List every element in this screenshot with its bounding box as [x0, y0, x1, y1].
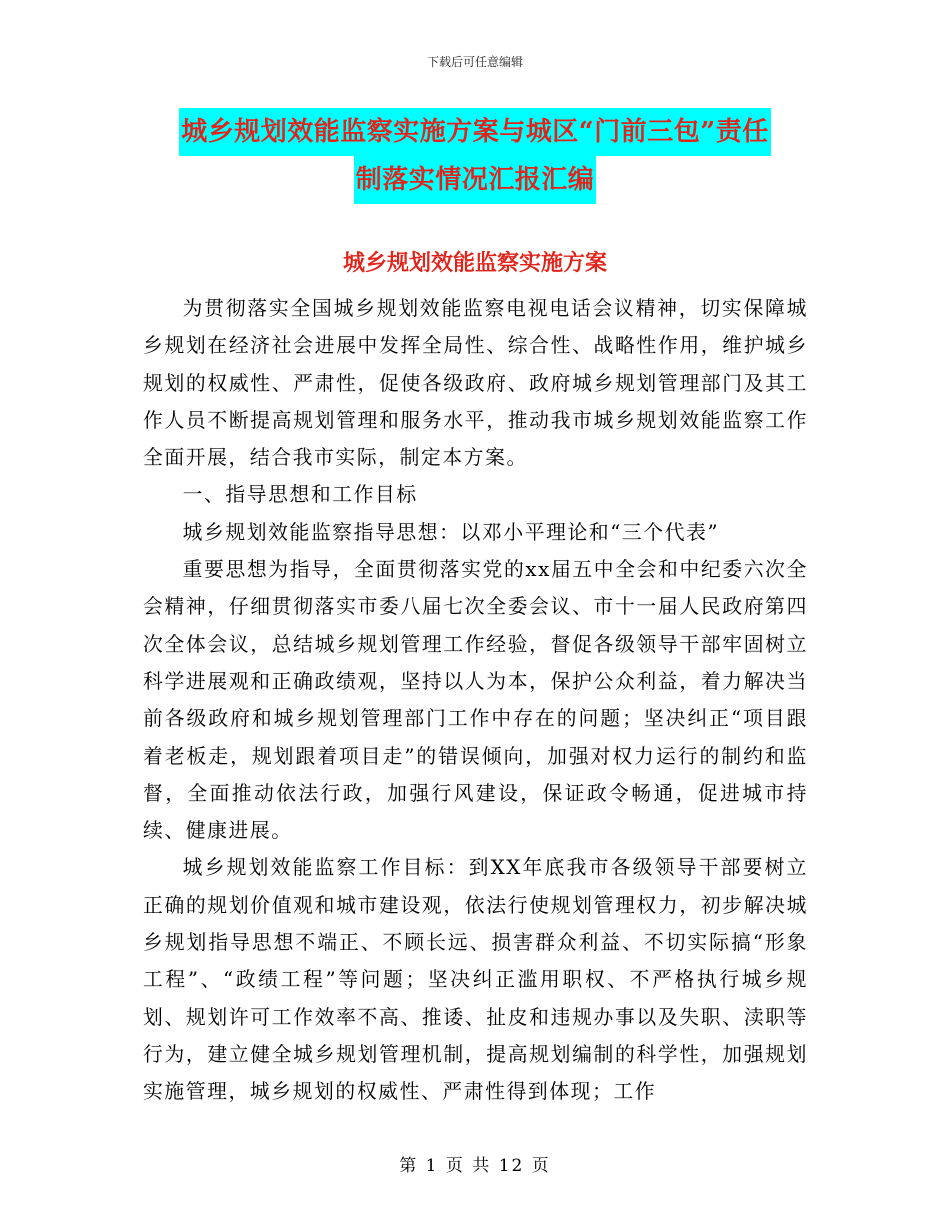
document-body	[143, 290, 808, 1111]
paragraph-intro: 为贯彻落实全国城乡规划效能监察电视电话会议精神，切实保障城乡规划在经济社会进展中发挥全局性、综合性、战略性作用，维护城乡规划的权威性、严肃性，促使各级政府、政府城乡规划管理部门及其工作人员不断提高规划管理和服务水平，推动我市城乡规划效能监察工作全面开展，结合我市实际，制定本方案。	[143, 297, 808, 470]
paragraph-important-thought: 重要思想为指导，全面贯彻落实党的xx届五中全会和中纪委六次全会精神，仔细贯彻落实市委八届七次全委会议、市十一届人民政府第四次全体会议，总结城乡规划管理工作经验，督促各级领导干部牢固树立科学进展观和正确政绩观，坚持以人为本，保护公众利益，着力解决当前各级政府和城乡规划管理部门工作中存在的问题；坚决纠正“项目跟着老板走，规划跟着项目走”的错误倾向，加强对权力运行的制约和监督，全面推动依法行政，加强行风建设，保证政令畅通，促进城市持续、健康进展。	[143, 558, 808, 843]
page-footer: 第 1 页 共 12 页	[399, 1156, 551, 1176]
header-note: 下载后可任意编辑	[426, 55, 523, 69]
section-title: 城乡规划效能监察实施方案	[342, 250, 607, 276]
heading-guiding-ideology: 一、指导思想和工作目标	[182, 483, 418, 507]
paragraph-guiding-ideology: 城乡规划效能监察指导思想：以邓小平理论和“三个代表”	[182, 520, 720, 544]
document-title-line-1: 城乡规划效能监察实施方案与城区“门前三包”责任	[179, 108, 770, 156]
paragraph-work-goals: 城乡规划效能监察工作目标：到XX年底我市各级领导干部要树立正确的规划价值观和城市建设观，依法行使规划管理权力，初步解决城乡规划指导思想不端正、不顾长远、损害群众利益、不切实际搞“形象工程”、“政绩工程”等问题；坚决纠正滥用职权、不严格执行城乡规划、规划许可工作效率不高、推诿、扯皮和违规办事以及失职、渎职等行为，建立健全城乡规划管理机制，提高规划编制的科学性，加强规划实施管理，城乡规划的权威性、严肃性得到体现；工作	[143, 856, 808, 1104]
document-title	[0, 108, 950, 204]
document-title-line-2: 制落实情况汇报汇编	[354, 156, 597, 204]
